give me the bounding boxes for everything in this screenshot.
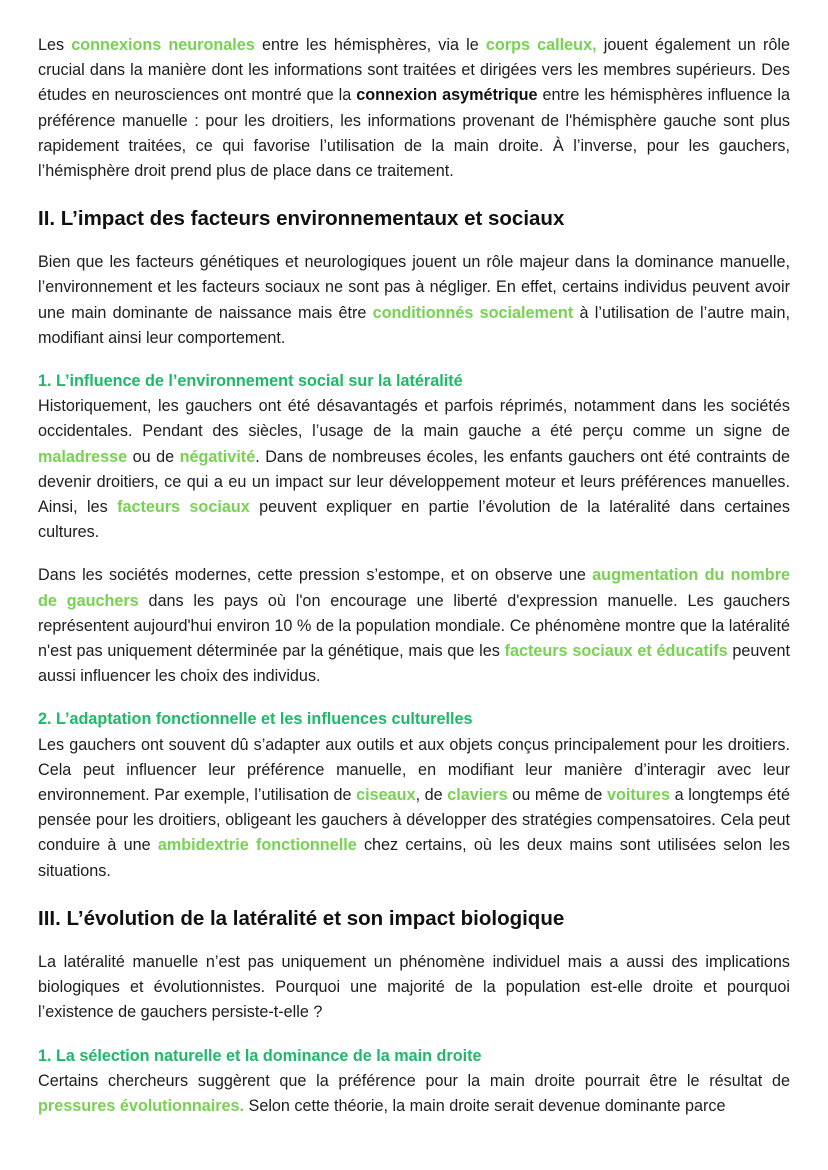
bold-term: connexion asymétrique bbox=[356, 86, 538, 105]
subsection-3-1-heading: 1. La sélection naturelle et la dominance de la main droite bbox=[38, 1046, 482, 1065]
subsection-2-1-paragraph-1: Historiquement, les gauchers ont été désavantagés et parfois réprimés, notamment dans les sociétés occidentales. Pendant des siècles, l’usage de la main gauche a été perçu comme un signe de maladresse ou de négativité. Dans de nombreuses écoles, les enfants gauchers ont été contraints de devenir droitiers, ce qui a eu un impact sur leur développement moteur et leurs préférences manuelles. Ainsi, les facteurs sociaux peuvent expliquer en partie l’évolution de la latéralité dans certaines cultures. bbox=[38, 397, 790, 542]
highlight-term: claviers bbox=[447, 786, 508, 805]
intro-paragraph: Les connexions neuronales entre les hémisphères, via le corps calleux, jouent également un rôle crucial dans la manière dont les informations sont traitées et dirigées vers les membres supérieurs. Des études en neurosciences ont montré que la connexion asymétrique entre les hémisphères influence la préférence manuelle : pour les droitiers, les informations provenant de l'hémisphère gauche sont plus rapidement traitées, ce qui favorise l’utilisation de la main droite. À l’inverse, pour les gauchers, l’hémisphère droit prend plus de place dans ce traitement. bbox=[38, 36, 790, 181]
section-2-intro: Bien que les facteurs génétiques et neurologiques jouent un rôle majeur dans la dominance manuelle, l’environnement et les facteurs sociaux ne sont pas à négliger. En effet, certains individus peuvent avoir une main dominante de naissance mais être conditionnés socialement à l’utilisation de l’autre main, modifiant ainsi leur comportement. bbox=[38, 253, 790, 347]
highlight-term: corps calleux, bbox=[485, 36, 597, 54]
highlight-term: ambidextrie fonctionnelle bbox=[157, 836, 357, 855]
section-2-heading: II. L’impact des facteurs environnementaux et sociaux bbox=[38, 207, 565, 231]
highlight-term: ciseaux bbox=[356, 786, 416, 805]
highlight-term: augmentation du nombre de gauchers bbox=[38, 566, 791, 610]
highlight-term: pressures évolutionnaires. bbox=[38, 1096, 245, 1115]
highlight-term: connexions neuronales bbox=[71, 36, 255, 54]
section-3-intro: La latéralité manuelle n’est pas uniquement un phénomène individuel mais a aussi des implications biologiques et évolutionnistes. Pourquoi une majorité de la population est-elle droite et pourquoi l’existence de gauchers persiste-t-elle ? bbox=[38, 952, 790, 1022]
subsection-2-2-paragraph-1: Les gauchers ont souvent dû s’adapter aux outils et aux objets conçus principalement pour les droitiers. Cela peut influencer leur préférence manuelle, en modifiant leur manière d’interagir avec leur environnement. Par exemple, l’utilisation de ciseaux, de claviers ou même de voitures a longtemps été pensée pour les droitiers, obligeant les gauchers à développer des stratégies compensatoires. Cela peut conduire à une ambidextrie fonctionnelle chez certains, où les deux mains sont utilisées selon les situations. bbox=[38, 735, 791, 880]
subsection-2-2-heading: 2. L’adaptation fonctionnelle et les influences culturelles bbox=[38, 710, 473, 729]
highlight-term: facteurs sociaux et éducatifs bbox=[504, 642, 728, 661]
highlight-term: facteurs sociaux bbox=[117, 498, 250, 517]
highlight-term: maladresse bbox=[38, 447, 128, 466]
highlight-term: voitures bbox=[607, 786, 670, 805]
subsection-3-1-paragraph-1: Certains chercheurs suggèrent que la préférence pour la main droite pourrait être le résultat de pressures évolutionnaires. Selon cette théorie, la main droite serait devenue dominante parce bbox=[38, 1071, 790, 1115]
highlight-term: négativité bbox=[179, 447, 256, 466]
subsection-2-1-heading: 1. L’influence de l’environnement social sur la latéralité bbox=[38, 372, 463, 391]
highlight-term: conditionnés socialement bbox=[372, 303, 574, 322]
subsection-2-1-paragraph-2: Dans les sociétés modernes, cette pression s’estompe, et on observe une augmentation du nombre de gauchers dans les pays où l'on encourage une liberté d'expression manuelle. Les gauchers représentent aujourd'hui environ 10 % de la population mondiale. Ce phénomène montre que la latéralité n'est pas uniquement déterminée par la génétique, mais que les facteurs sociaux et éducatifs peuvent aussi influencer les choix des individus. bbox=[38, 566, 791, 686]
section-3-heading: III. L’évolution de la latéralité et son impact biologique bbox=[38, 906, 565, 930]
